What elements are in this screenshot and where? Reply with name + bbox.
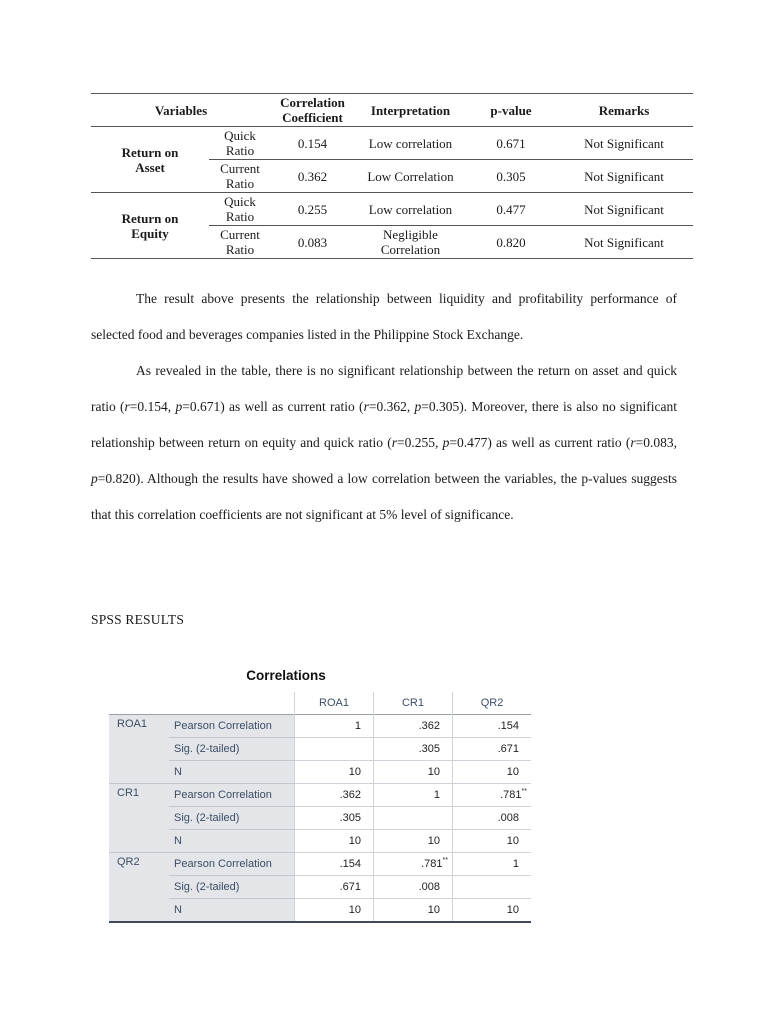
variable-line: Ratio: [225, 209, 255, 224]
spss-header-row: [109, 692, 531, 715]
spss-row-label: ROA1: [109, 715, 169, 784]
p-value-cell: 0.305: [467, 160, 555, 193]
spss-value-cell: [295, 876, 374, 899]
spss-correlations-table: [109, 692, 531, 923]
spss-value: .781: [500, 789, 522, 801]
spss-value: .305: [339, 812, 361, 824]
paragraph-summary: [91, 281, 677, 353]
stat3-p: 0.477: [456, 435, 488, 450]
findings-text-5: . Although the results have showed a low correlation between the variables, the p-values suggests that this correlation coefficients are not significant at 5% level of significance.: [91, 471, 677, 522]
spss-stat-label: Sig. (2-tailed): [169, 738, 295, 761]
group-label-line: Return on: [121, 210, 179, 226]
group-label: [91, 193, 209, 259]
spss-value-cell: [453, 715, 532, 738]
spss-value-cell: [453, 830, 532, 853]
spss-value-cell: [374, 853, 453, 876]
interpretation-cell: [354, 160, 467, 193]
variable-cell: [209, 193, 271, 226]
spss-value: .008: [497, 812, 519, 824]
spss-value-cell: [374, 738, 453, 761]
spss-value: 10: [348, 766, 361, 778]
spss-value-cell: [295, 830, 374, 853]
significance-mark: **: [442, 857, 448, 864]
spss-value: .671: [497, 743, 519, 755]
results-row: [91, 193, 693, 226]
spss-value-cell: [374, 807, 453, 830]
results-row: [91, 127, 693, 160]
spss-value-cell: [453, 761, 532, 784]
spss-value: .305: [418, 743, 440, 755]
p-value-cell: 0.671: [467, 127, 555, 160]
spss-col-cr1: CR1: [374, 692, 453, 715]
spss-row: [109, 738, 531, 761]
remarks-cell: Not Significant: [555, 160, 693, 193]
spss-value-cell: [374, 899, 453, 923]
spss-table-title: Correlations: [246, 668, 326, 683]
group-label-line: Return on: [121, 144, 179, 160]
findings-text-2: as well as current ratio: [228, 399, 355, 414]
spss-value-cell: [374, 784, 453, 807]
group-label-line: Equity: [131, 225, 169, 241]
variable-cell: [209, 160, 271, 193]
spss-stat-label: N: [169, 899, 295, 923]
spss-value: .154: [497, 720, 519, 732]
variable-line: Ratio: [225, 176, 255, 191]
header-variables: Variables: [91, 94, 271, 127]
spss-row: [109, 761, 531, 784]
spss-row: [109, 715, 531, 738]
spss-value-cell: [453, 876, 532, 899]
spss-value-cell: [295, 807, 374, 830]
header-interpretation: Interpretation: [354, 94, 467, 127]
spss-value-cell: [453, 853, 532, 876]
spss-row: [109, 899, 531, 923]
spss-col-roa1: ROA1: [295, 692, 374, 715]
spss-value-cell: [295, 899, 374, 923]
spss-heading: SPSS RESULTS: [91, 612, 185, 627]
spss-stat-label: Sig. (2-tailed): [169, 807, 295, 830]
coefficient-cell: 0.362: [271, 160, 354, 193]
spss-row: [109, 784, 531, 807]
spss-value-cell: [374, 715, 453, 738]
spss-stat-label: N: [169, 830, 295, 853]
spss-value: .781: [421, 858, 443, 870]
spss-value-cell: [453, 807, 532, 830]
variable-cell: [209, 226, 271, 259]
variable-line: Current: [220, 227, 260, 242]
p-value-cell: 0.477: [467, 193, 555, 226]
spss-row-label: CR1: [109, 784, 169, 853]
header-row: [91, 94, 693, 127]
spss-value: 1: [354, 720, 361, 732]
spss-stat-label: Pearson Correlation: [169, 715, 295, 738]
spss-corner-stat: [169, 692, 295, 715]
spss-value-cell: [453, 899, 532, 923]
spss-stat-label: Pearson Correlation: [169, 853, 295, 876]
interpretation-line: Negligible: [383, 227, 438, 242]
interpretation-cell: [354, 127, 467, 160]
spss-stat-label: N: [169, 761, 295, 784]
coefficient-cell: 0.154: [271, 127, 354, 160]
group-label: [91, 127, 209, 193]
header-p-value: p-value: [467, 94, 555, 127]
spss-value: 10: [506, 835, 519, 847]
spss-value: 1: [433, 789, 440, 801]
paragraph-findings: As revealed in the table, there is no significant relationship between the return on asset and quick ratio (r=0.154, p=0.671) as well as current ratio (r=0.362, p=0.305). Moreover, there is also no significant relationship between return on equity and quick ratio (r=0.255, p=0.477) as well as current ratio (r=0.083, p=0.820). Although the results have showed a low correlation between the variables, the p-values suggests that this correlation coefficients are not significant at 5% level of significance.: [91, 363, 678, 522]
variable-line: Quick: [224, 194, 256, 209]
group-label-line: Asset: [135, 159, 165, 175]
significance-mark: **: [521, 788, 527, 795]
interpretation-cell: [354, 193, 467, 226]
findings-text-3: . Moreover, there is also no significant relationship between return on equity and quick ratio: [91, 399, 678, 450]
stat2-r: 0.362: [376, 399, 407, 414]
coefficient-cell: 0.255: [271, 193, 354, 226]
interpretation-line: Correlation: [380, 242, 441, 257]
spss-value-cell: [453, 784, 532, 807]
spss-value: 10: [427, 835, 440, 847]
interpretation-line: Low correlation: [368, 201, 453, 217]
spss-value-cell: [295, 761, 374, 784]
findings-text-4: as well as current ratio: [496, 435, 622, 450]
stat4-r: 0.083: [643, 435, 674, 450]
stat1-r: 0.154: [137, 399, 168, 414]
spss-value-cell: [295, 738, 374, 761]
spss-value: 10: [427, 766, 440, 778]
spss-row: [109, 830, 531, 853]
spss-value: 1: [512, 858, 519, 870]
interpretation-cell: [354, 226, 467, 259]
remarks-cell: Not Significant: [555, 193, 693, 226]
interpretation-line: Low correlation: [368, 135, 453, 151]
stat1-p: 0.671: [189, 399, 221, 414]
spss-corner: [109, 692, 169, 715]
findings-text-1: As revealed in the table, there is no significant relationship between the return on asset and quick ratio: [91, 363, 677, 414]
spss-value: 10: [427, 904, 440, 916]
variable-cell: [209, 127, 271, 160]
spss-value: 10: [348, 835, 361, 847]
spss-value: .362: [418, 720, 440, 732]
remarks-cell: Not Significant: [555, 226, 693, 259]
spss-row: [109, 807, 531, 830]
spss-value-cell: [374, 830, 453, 853]
stat4-p: 0.820: [105, 471, 136, 486]
spss-value-cell: [295, 784, 374, 807]
spss-value: .154: [339, 858, 361, 870]
header-correlation-line2: Coefficient: [282, 110, 343, 125]
spss-value: 10: [506, 766, 519, 778]
spss-value: .008: [418, 881, 440, 893]
paragraph-summary-text: The result above presents the relationship between liquidity and profitability performance of selected food and beverages companies listed in the Philippine Stock Exchange.: [91, 291, 677, 342]
spss-value: .671: [339, 881, 361, 893]
spss-row-label: QR2: [109, 853, 169, 923]
interpretation-line: Low Correlation: [367, 168, 454, 184]
spss-row: [109, 853, 531, 876]
remarks-cell: Not Significant: [555, 127, 693, 160]
spss-stat-label: Sig. (2-tailed): [169, 876, 295, 899]
variable-line: Ratio: [225, 242, 255, 257]
header-remarks: Remarks: [555, 94, 693, 127]
spss-value-cell: [374, 876, 453, 899]
spss-value-cell: [374, 761, 453, 784]
spss-row: [109, 876, 531, 899]
spss-value: 10: [506, 904, 519, 916]
spss-value: .362: [339, 789, 361, 801]
variable-line: Current: [220, 161, 260, 176]
stat3-r: 0.255: [404, 435, 435, 450]
header-correlation-coefficient: [271, 94, 354, 127]
spss-value-cell: [295, 853, 374, 876]
spss-value-cell: [453, 738, 532, 761]
spss-stat-label: Pearson Correlation: [169, 784, 295, 807]
stat2-p: 0.305: [428, 399, 460, 414]
spss-value: 10: [348, 904, 361, 916]
coefficient-cell: 0.083: [271, 226, 354, 259]
spss-value-cell: [295, 715, 374, 738]
results-table: [91, 93, 693, 259]
header-correlation-line1: Correlation: [280, 95, 345, 110]
p-value-cell: 0.820: [467, 226, 555, 259]
spss-col-qr2: QR2: [453, 692, 532, 715]
variable-line: Ratio: [225, 143, 255, 158]
variable-line: Quick: [224, 128, 256, 143]
